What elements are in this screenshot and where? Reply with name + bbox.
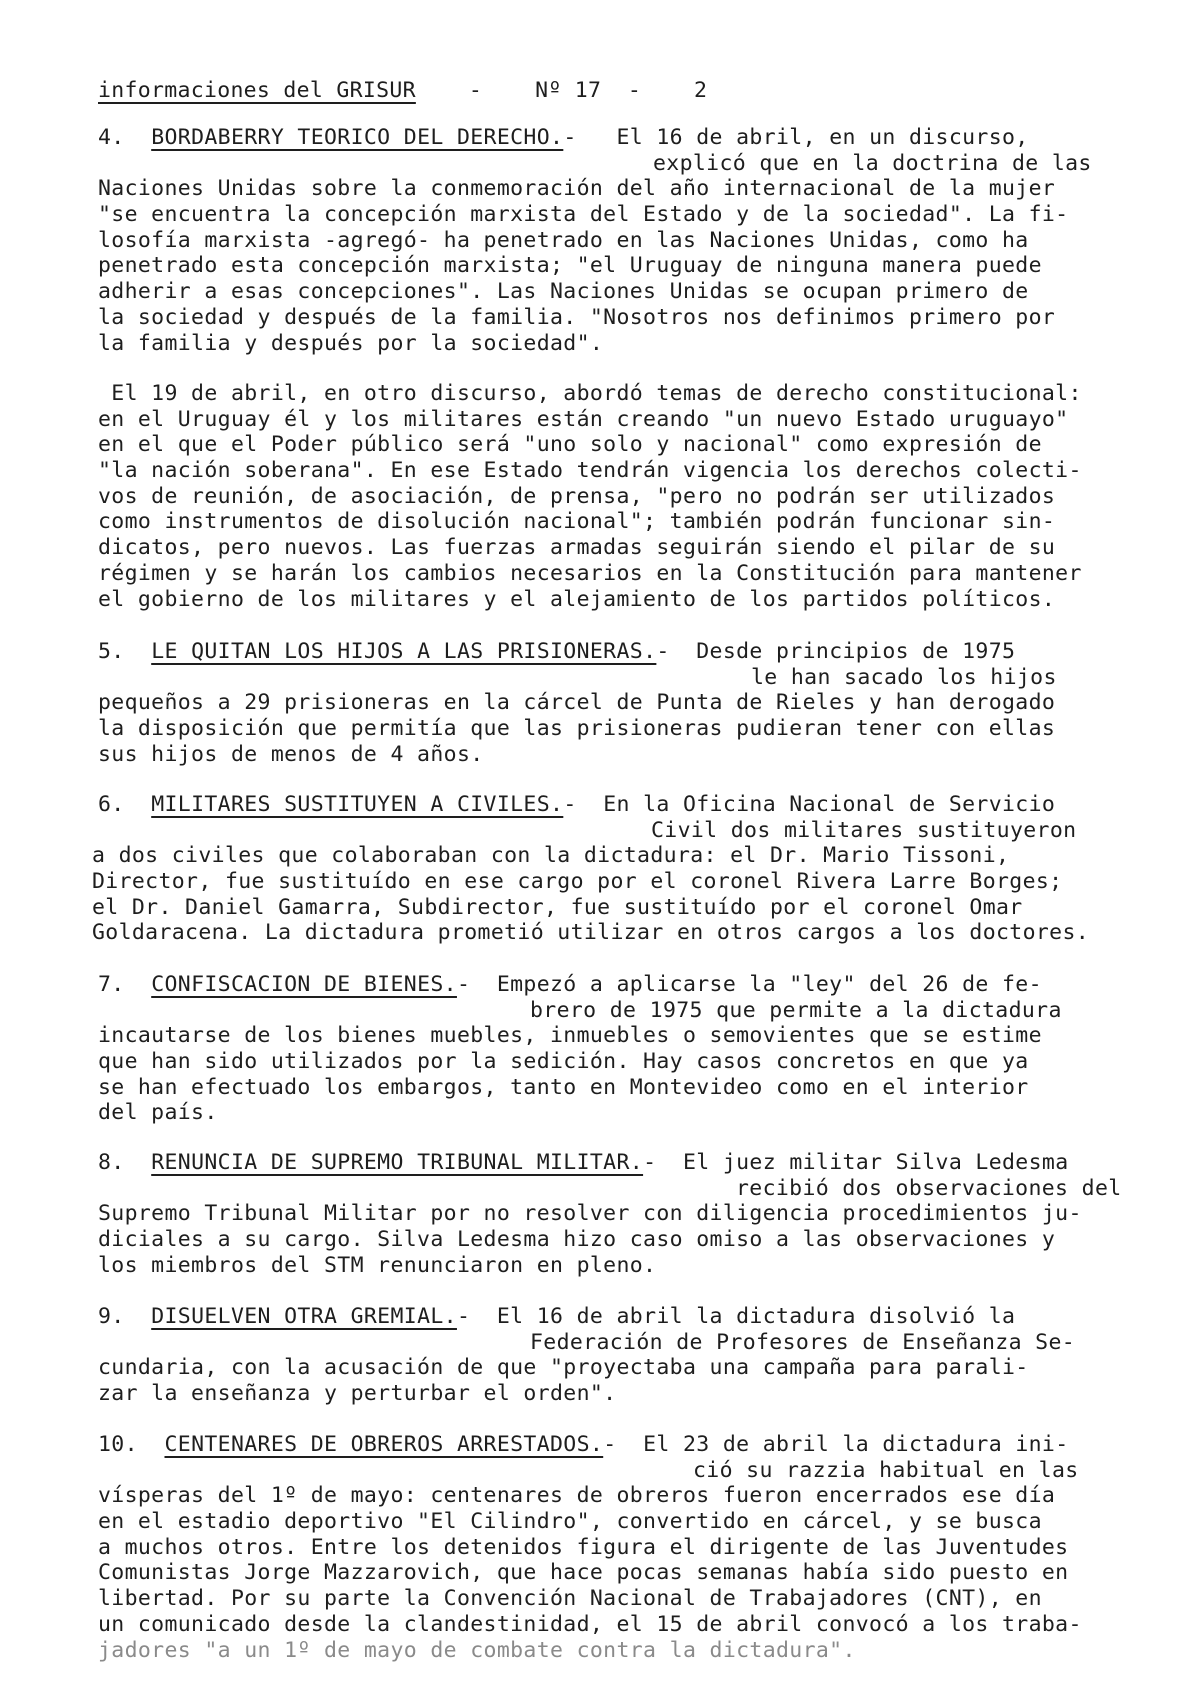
item-text-line: Civil dos militares sustituyeron: [651, 817, 1077, 843]
item-number: 7.: [98, 972, 125, 997]
paragraph-line: el gobierno de los militares y el alejamiento de los partidos políticos.: [98, 586, 1056, 612]
paragraph-line: como instrumentos de disolución nacional"; también podrán funcionar sin-: [98, 509, 1056, 535]
item-text-line: le han sacado los hijos: [751, 664, 1057, 690]
header-separator: -: [468, 78, 483, 103]
item-text-line: penetrado esta concepción marxista; "el Uruguay de ninguna manera puede: [98, 253, 1042, 279]
item-heading: LE QUITAN LOS HIJOS A LAS PRISIONERAS.: [151, 639, 657, 664]
item-text-line: a muchos otros. Entre los detenidos figura el dirigente de las Juventudes: [98, 1534, 1069, 1560]
news-item-8: [98, 1150, 1188, 1278]
item-text-line: diciales a su cargo. Silva Ledesma hizo caso omiso a las observaciones y: [98, 1227, 1056, 1253]
item-text-line: incautarse de los bienes muebles, inmuebles o semovientes que se estime: [98, 1023, 1042, 1049]
item-heading: CENTENARES DE OBREROS ARRESTADOS.: [164, 1432, 604, 1457]
item-text-line: un comunicado desde la clandestinidad, el 15 de abril convocó a los traba-: [98, 1611, 1082, 1637]
news-item-5: [98, 639, 1188, 767]
item-text-line: la sociedad y después de la familia. "Nosotros nos definimos primero por: [98, 304, 1056, 330]
item-text-line: Supremo Tribunal Militar por no resolver con diligencia procedimientos ju-: [98, 1201, 1082, 1227]
item-lead: - Empezó a aplicarse la "ley" del 26 de fe-: [456, 972, 1042, 997]
news-item-7: [98, 972, 1188, 1126]
item-heading: CONFISCACION DE BIENES.: [151, 972, 457, 997]
item-text-line: en el estadio deportivo "El Cilindro", convertido en cárcel, y se busca: [98, 1509, 1042, 1535]
item-text-line: jadores "a un 1º de mayo de combate contra la dictadura".: [98, 1637, 856, 1663]
news-item-9: [98, 1304, 1188, 1407]
item-text-line: Director, fue sustituído en ese cargo por el coronel Rivera Larre Borges;: [92, 869, 1063, 895]
item-number: 6.: [98, 792, 125, 817]
item-text-line: a dos civiles que colaboraban con la dictadura: el Dr. Mario Tissoni,: [92, 843, 1010, 869]
item-text-line: vísperas del 1º de mayo: centenares de obreros fueron encerrados ese día: [98, 1483, 1056, 1509]
item-text-line: zar la enseñanza y perturbar el orden".: [98, 1381, 617, 1407]
item-text-line: ció su razzia habitual en las: [693, 1457, 1079, 1483]
paragraph-line: régimen y se harán los cambios necesarios en la Constitución para mantener: [98, 560, 1082, 586]
news-item-4: [98, 125, 1188, 356]
news-paragraph: [98, 381, 1188, 612]
paragraph-line: vos de reunión, de asociación, de prensa, "pero no podrán ser utilizados: [98, 483, 1056, 509]
item-text-line: los miembros del STM renunciaron en pleno.: [98, 1252, 657, 1278]
item-text-line: se han efectuado los embargos, tanto en Montevideo como en el interior: [98, 1074, 1029, 1100]
item-text-line: recibió dos observaciones del: [736, 1175, 1122, 1201]
paragraph-line: en el que el Poder público será "uno solo y nacional" como expresión de: [98, 432, 1042, 458]
paragraph-line: en el Uruguay él y los militares están creando "un nuevo Estado uruguayo": [98, 406, 1069, 432]
item-heading: BORDABERRY TEORICO DEL DERECHO.: [151, 125, 564, 150]
item-number: 8.: [98, 1150, 125, 1175]
item-lead: - El 16 de abril, en un discurso,: [563, 125, 1029, 150]
item-text-line: losofía marxista -agregó- ha penetrado en las Naciones Unidas, como ha: [98, 227, 1029, 253]
item-text-line: la familia y después por la sociedad".: [98, 330, 604, 356]
page-number: 2: [694, 78, 708, 103]
item-lead: - El juez militar Silva Ledesma: [643, 1150, 1069, 1175]
item-number: 5.: [98, 639, 125, 664]
paragraph-line: dicatos, pero nuevos. Las fuerzas armadas seguirán siendo el pilar de su: [98, 535, 1056, 561]
item-heading: DISUELVEN OTRA GREMIAL.: [151, 1304, 457, 1329]
item-text-line: pequeños a 29 prisioneras en la cárcel de Punta de Rieles y han derogado: [98, 690, 1056, 716]
item-text-line: Federación de Profesores de Enseñanza Se-: [530, 1329, 1076, 1355]
item-text-line: la disposición que permitía que las prisioneras pudieran tener con ellas: [98, 716, 1056, 742]
item-lead: - Desde principios de 1975: [656, 639, 1016, 664]
item-text-line: Naciones Unidas sobre la conmemoración del año internacional de la mujer: [98, 176, 1056, 202]
page-header: [98, 78, 707, 103]
item-text-line: que han sido utilizados por la sedición. Hay casos concretos en que ya: [98, 1049, 1029, 1075]
item-text-line: Goldaracena. La dictadura prometió utilizar en otros cargos a los doctores.: [92, 920, 1090, 946]
header-separator: -: [627, 78, 642, 103]
item-number: 4.: [98, 125, 125, 150]
item-text-line: explicó que en la doctrina de las: [653, 150, 1092, 176]
paragraph-line: "la nación soberana". En ese Estado tendrán vigencia los derechos colecti-: [98, 458, 1082, 484]
item-text-line: Comunistas Jorge Mazzarovich, que hace pocas semanas había sido puesto en: [98, 1560, 1069, 1586]
publication-title: informaciones del GRISUR: [98, 78, 416, 103]
item-text-line: del país.: [98, 1100, 218, 1126]
item-heading: RENUNCIA DE SUPREMO TRIBUNAL MILITAR.: [151, 1150, 644, 1175]
item-number: 9.: [98, 1304, 125, 1329]
item-text-line: el Dr. Daniel Gamarra, Subdirector, fue sustituído por el coronel Omar: [92, 894, 1023, 920]
item-lead: - En la Oficina Nacional de Servicio: [563, 792, 1056, 817]
news-item-10: [98, 1432, 1188, 1663]
item-text-line: sus hijos de menos de 4 años.: [98, 741, 484, 767]
news-item-6: [92, 792, 1188, 946]
item-text-line: adherir a esas concepciones". Las Naciones Unidas se ocupan primero de: [98, 279, 1029, 305]
paragraph-line: El 19 de abril, en otro discurso, abordó temas de derecho constitucional:: [98, 381, 1082, 406]
item-number: 10.: [98, 1432, 138, 1457]
item-text-line: libertad. Por su parte la Convención Nacional de Trabajadores (CNT), en: [98, 1586, 1042, 1612]
item-text-line: brero de 1975 que permite a la dictadura: [530, 997, 1062, 1023]
item-heading: MILITARES SUSTITUYEN A CIVILES.: [151, 792, 564, 817]
item-lead: - El 16 de abril la dictadura disolvió la: [456, 1304, 1016, 1329]
item-text-line: "se encuentra la concepción marxista del Estado y de la sociedad". La fi-: [98, 202, 1069, 228]
item-text-line: cundaria, con la acusación de que "proyectaba una campaña para parali-: [98, 1355, 1029, 1381]
issue-number: Nº 17: [535, 78, 602, 103]
item-lead: - El 23 de abril la dictadura ini-: [603, 1432, 1069, 1457]
